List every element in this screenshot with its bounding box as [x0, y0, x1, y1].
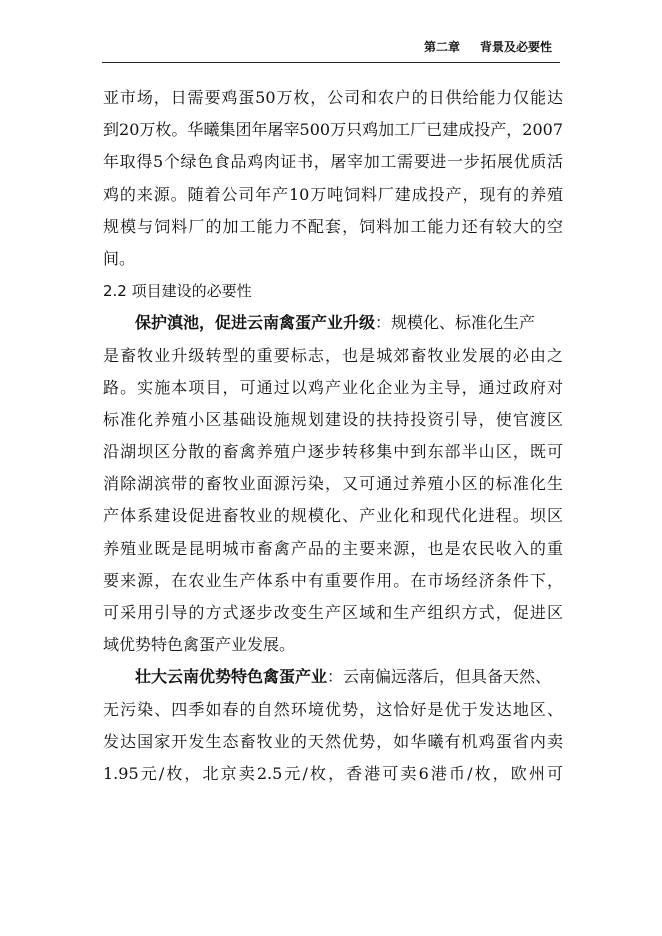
paragraph-line: 要来源，在农业生产体系中有重要作用。在市场经济条件下， — [103, 570, 563, 590]
paragraph-line: 鸡的来源。随着公司年产10万吨饲料厂建成投产，现有的养殖 — [103, 184, 563, 204]
paragraph-lead-rest: ：云南偏远落后，但具备天然、 — [327, 667, 552, 687]
paragraph-line: 养殖业既是昆明城市畜禽产品的主要来源，也是农民收入的重 — [103, 538, 563, 558]
paragraph-lead-rest: ：规模化、标准化生产 — [375, 313, 536, 333]
paragraph-line: 是畜牧业升级转型的重要标志，也是城郊畜牧业发展的必由之 — [103, 345, 563, 365]
paragraph-line: 可采用引导的方式逐步改变生产区域和生产组织方式，促进区 — [103, 603, 563, 622]
chapter-title: 背景及必要性 — [479, 40, 552, 54]
paragraph-line: 无污染、四季如春的自然环境优势，这恰好是优于发达地区、 — [103, 699, 563, 719]
paragraph-lead: 保护滇池，促进云南禽蛋产业升级 — [135, 313, 376, 333]
paragraph-first-line — [103, 661, 563, 693]
paragraph-first-line — [103, 307, 563, 339]
document-body — [103, 82, 563, 790]
page-header — [102, 34, 560, 63]
paragraph-line: 路。实施本项目，可通过以鸡产业化企业为主导，通过政府对 — [103, 377, 563, 397]
paragraph-line: 产体系建设促进畜牧业的规模化、产业化和现代化进程。坝区 — [103, 506, 563, 526]
paragraph-line: 到20万枚。华曦集团年屠宰500万只鸡加工厂已建成投产，2007 — [103, 120, 563, 140]
paragraph-line: 标准化养殖小区基础设施规划建设的扶持投资引导，使官渡区 — [103, 409, 563, 429]
paragraph-line: 亚市场，日需要鸡蛋50万枚，公司和农户的日供给能力仅能达 — [103, 88, 563, 107]
paragraph-lead: 壮大云南优势特色禽蛋产业 — [135, 667, 328, 687]
paragraph-line: 消除湖滨带的畜牧业面源污染，又可通过养殖小区的标准化生 — [103, 474, 563, 494]
paragraph-line: 年取得5个绿色食品鸡肉证书，屠宰加工需要进一步拓展优质活 — [103, 152, 563, 172]
paragraph-line: 间。 — [103, 248, 136, 268]
section-heading: 2.2 项目建设的必要性 — [103, 282, 252, 301]
paragraph-line: 规模与饲料厂的加工能力不配套，饲料加工能力还有较大的空 — [103, 216, 563, 236]
paragraph-line: 域优势特色禽蛋产业发展。 — [103, 635, 296, 655]
running-header — [424, 38, 552, 55]
paragraph-line: 沿湖坝区分散的畜禽养殖户逐步转移集中到东部半山区，既可 — [103, 442, 563, 462]
paragraph-line: 发达国家开发生态畜牧业的天然优势，如华曦有机鸡蛋省内卖 — [103, 731, 563, 751]
chapter-label: 第二章 — [423, 40, 460, 54]
paragraph-line: 1.95元/枚，北京卖2.5元/枚，香港可卖6港币/枚，欧州可 — [103, 763, 563, 783]
